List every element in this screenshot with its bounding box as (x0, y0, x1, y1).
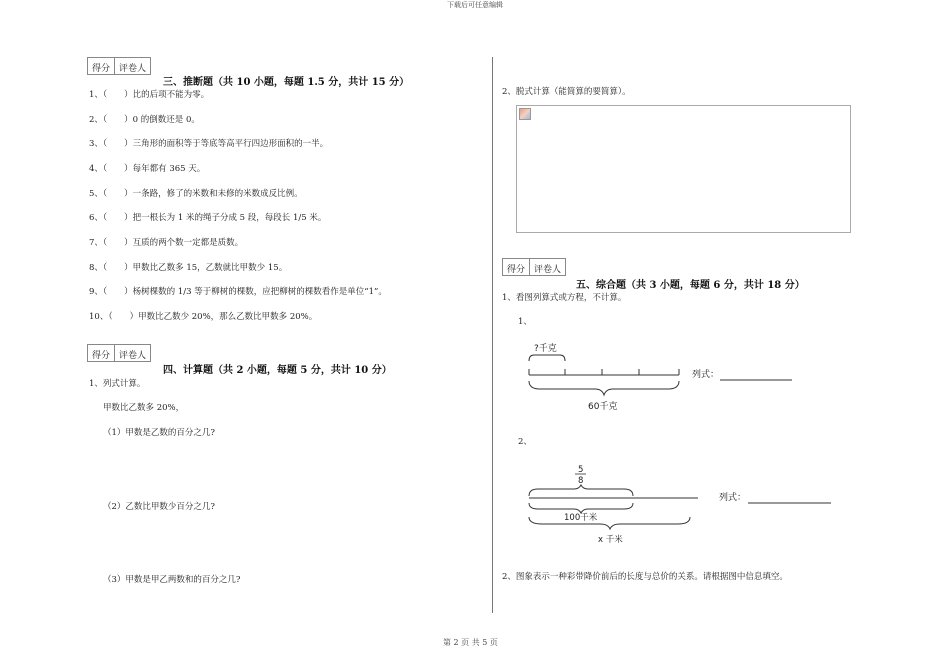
section3-question-10: 10、（ ）甲数比乙数少 20%，那么乙数比甲数多 20%。 (89, 312, 318, 322)
diagram1-top-label: ?千克 (534, 344, 557, 354)
section3-question-4: 4、（ ）每年都有 365 天。 (89, 164, 206, 174)
grader-label: 评卷人 (119, 64, 147, 74)
score-box-section5 (502, 258, 566, 276)
section3-question-2: 2、（ ）0 的倒数还是 0。 (89, 115, 200, 125)
section4-question-1: 1、列式计算。 (89, 379, 146, 389)
diagram2-formula-label: 列式： (719, 493, 747, 503)
section4-title: 四、计算题（共 2 小题，每题 5 分，共计 10 分） (163, 365, 392, 376)
section4-question-1-part3: （3）甲数是甲乙两数和的百分之几? (103, 575, 241, 585)
grader-label: 评卷人 (534, 265, 562, 275)
diagram-1 (520, 335, 820, 420)
section4-question-1-part2: （2）乙数比甲数少百分之几? (103, 502, 215, 512)
section3-question-8: 8、（ ）甲数比乙数多 15，乙数就比甲数少 15。 (89, 263, 288, 273)
score-label: 得分 (88, 58, 115, 74)
score-box-section3 (87, 57, 151, 75)
diagram1-bottom-brace (529, 381, 679, 395)
section4-question-2: 2、脱式计算（能简算的要简算）。 (502, 87, 631, 97)
diagram2-bottom-brace (529, 517, 690, 529)
section3-question-3: 3、（ ）三角形的面积等于等底等高平行四边形面积的一半。 (89, 139, 329, 149)
diagram1-top-brace (529, 355, 565, 361)
section3-question-7: 7、（ ）互质的两个数一定都是质数。 (89, 238, 244, 248)
section5-sub-2: 2、 (518, 437, 532, 447)
diagram1-bottom-label: 60千克 (588, 402, 618, 412)
broken-image-icon (519, 108, 531, 120)
diagram2-mid-label: 100千米 (564, 513, 598, 523)
diagram1-formula-label: 列式： (692, 370, 720, 380)
section3-question-9: 9、（ ）杨树棵数的 1/3 等于柳树的棵数，应把柳树的棵数看作是单位“1”。 (89, 287, 387, 297)
section3-title: 三、推断题（共 10 小题，每题 1.5 分，共计 15 分） (163, 77, 410, 88)
diagram2-mid-brace (529, 503, 633, 513)
page-footer: 第 2 页 共 5 页 (443, 638, 498, 647)
diagram2-frac-den: 8 (578, 476, 584, 486)
column-divider (492, 57, 493, 613)
section5-sub-1: 1、 (518, 317, 532, 327)
section5-title: 五、综合题（共 3 小题，每题 6 分，共计 18 分） (576, 280, 805, 291)
score-label: 得分 (503, 259, 530, 275)
section5-question-1: 1、看图列算式或方程，不计算。 (502, 293, 627, 303)
diagram2-top-brace (529, 485, 633, 496)
section5-question-2: 2、图象表示一种彩带降价前后的长度与总价的关系。请根据图中信息填空。 (502, 572, 788, 582)
section3-question-5: 5、（ ）一条路，修了的米数和未修的米数成反比例。 (89, 189, 303, 199)
section4-question-1-intro: 甲数比乙数多 20%， (103, 403, 185, 413)
diagram2-bottom-label: x 千米 (598, 535, 623, 545)
diagram2-frac-num: 5 (578, 465, 584, 475)
image-placeholder (516, 105, 851, 233)
page-header-note: 下载后可任意编辑 (447, 1, 503, 9)
grader-label: 评卷人 (119, 351, 147, 361)
score-box-section4 (87, 344, 151, 362)
section3-question-6: 6、（ ）把一根长为 1 米的绳子分成 5 段，每段长 1/5 米。 (89, 213, 327, 223)
section4-question-1-part1: （1）甲数是乙数的百分之几? (103, 428, 215, 438)
section3-question-1: 1、（ ）比的后项不能为零。 (89, 90, 210, 100)
score-label: 得分 (88, 345, 115, 361)
diagram-2 (520, 462, 840, 550)
